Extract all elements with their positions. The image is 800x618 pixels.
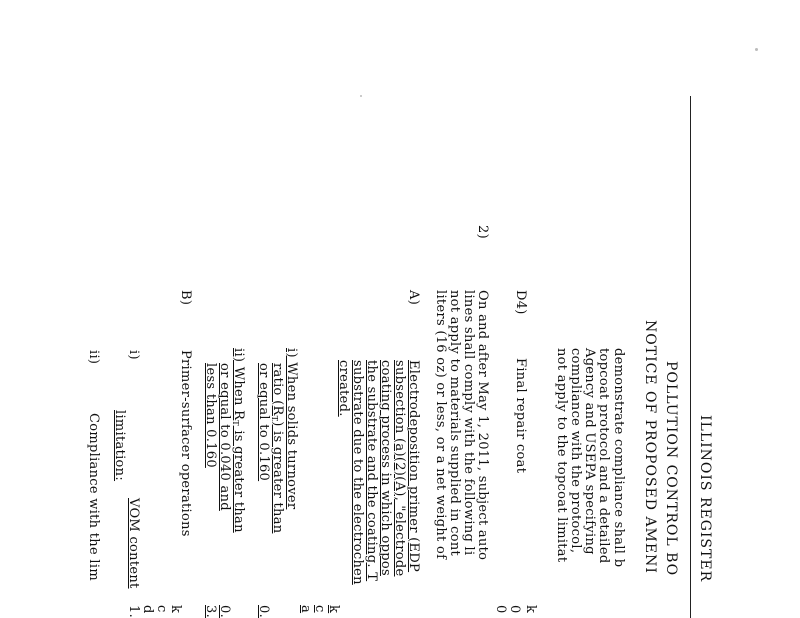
register-title: ILLINOIS REGISTER <box>697 415 713 583</box>
itemA-right-2: c <box>312 605 327 613</box>
intro-line-2: topcoat protocol and a detailed <box>596 348 611 564</box>
itemA-line-6: created. <box>336 360 351 417</box>
itemA-sub-ii-value-1: 0. <box>217 605 232 618</box>
board-title: POLLUTION CONTROL BO <box>663 361 679 577</box>
item2-line-4: liters (16 oz) or less, or a net weight of <box>433 290 448 560</box>
itemA-line-2: subsection (a)(2)(A), "electrode <box>392 360 407 577</box>
intro-line-5: not apply to the topcoat limitat <box>554 348 569 563</box>
itemB-sub-i-number: i) <box>126 350 141 360</box>
itemA-sub-i-ratio-tail: ) is greater than <box>270 421 285 534</box>
item2-line-2: lines shall comply with the following li <box>461 290 476 556</box>
d4-value-2: 0 <box>493 605 508 614</box>
item2-number: 2) <box>475 225 490 239</box>
itemA-sub-ii-ratio: ii) When R <box>231 348 246 421</box>
itemA-line-5: substrate due to the electrochen <box>350 360 365 585</box>
d4-value-1: 0 <box>507 605 522 614</box>
itemA-line-1: Electrodeposition primer (EDP <box>406 360 421 573</box>
intro-line-3: Agency and USEPA specifying <box>582 348 597 555</box>
itemB-right-3: d <box>140 605 155 614</box>
itemA-sub-ii-ratio-tail: is greater than <box>231 425 246 533</box>
itemB-number: B) <box>178 290 193 306</box>
d4-label: Final repair coat <box>513 358 528 474</box>
itemB-sub-ii-text: Compliance with the lim <box>86 413 101 581</box>
itemB-sub-i-line-2: limitation: <box>112 410 127 482</box>
item2-line-1: On and after May 1, 2011, subject auto <box>475 290 490 561</box>
itemA-sub-ii-line-3: less than 0.160 <box>203 363 218 468</box>
intro-line-1: demonstrate compliance shall b <box>611 348 626 568</box>
intro-line-4: compliance with the protocol, <box>568 348 583 554</box>
itemB-sub-ii-number: ii) <box>86 350 101 365</box>
itemA-number: A) <box>406 290 421 306</box>
itemB-label: Primer-surfacer operations <box>178 350 193 537</box>
scan-speck <box>360 95 362 97</box>
item2-line-3: not apply to materials supplied in cont <box>447 290 462 557</box>
scan-speck <box>755 48 758 51</box>
itemA-right-3: a <box>298 605 313 614</box>
itemA-sub-i-ratio: ratio (R <box>270 363 285 416</box>
d4-number: D4) <box>513 290 528 315</box>
itemA-right-1: k <box>326 605 341 614</box>
itemB-right-2: c <box>154 605 169 613</box>
itemB-right-4: 1. <box>126 605 141 618</box>
itemA-sub-i-line-1: i) When solids turnover <box>284 348 299 510</box>
itemB-right-1: k <box>168 605 183 614</box>
header-rule <box>690 96 691 618</box>
itemB-sub-i-line-1: VOM content <box>126 498 141 589</box>
itemA-sub-i-line-2: ratio (RT) is greater than <box>270 363 285 534</box>
itemA-sub-ii-value-2: 3. <box>203 605 218 618</box>
itemA-line-4: the substrate and the coating. T <box>364 360 379 582</box>
itemA-sub-i-value: 0. <box>256 605 271 618</box>
notice-title: NOTICE OF PROPOSED AMENI <box>642 320 658 574</box>
d4-unit: k <box>523 605 538 614</box>
itemA-sub-i-line-3: or equal to 0.160 <box>256 363 271 482</box>
itemA-sub-ii-line-1: ii) When RT is greater than <box>231 348 246 533</box>
itemA-line-3: coating process in which oppos <box>378 360 393 576</box>
itemA-sub-ii-line-2: or equal to 0.040 and <box>217 363 232 511</box>
